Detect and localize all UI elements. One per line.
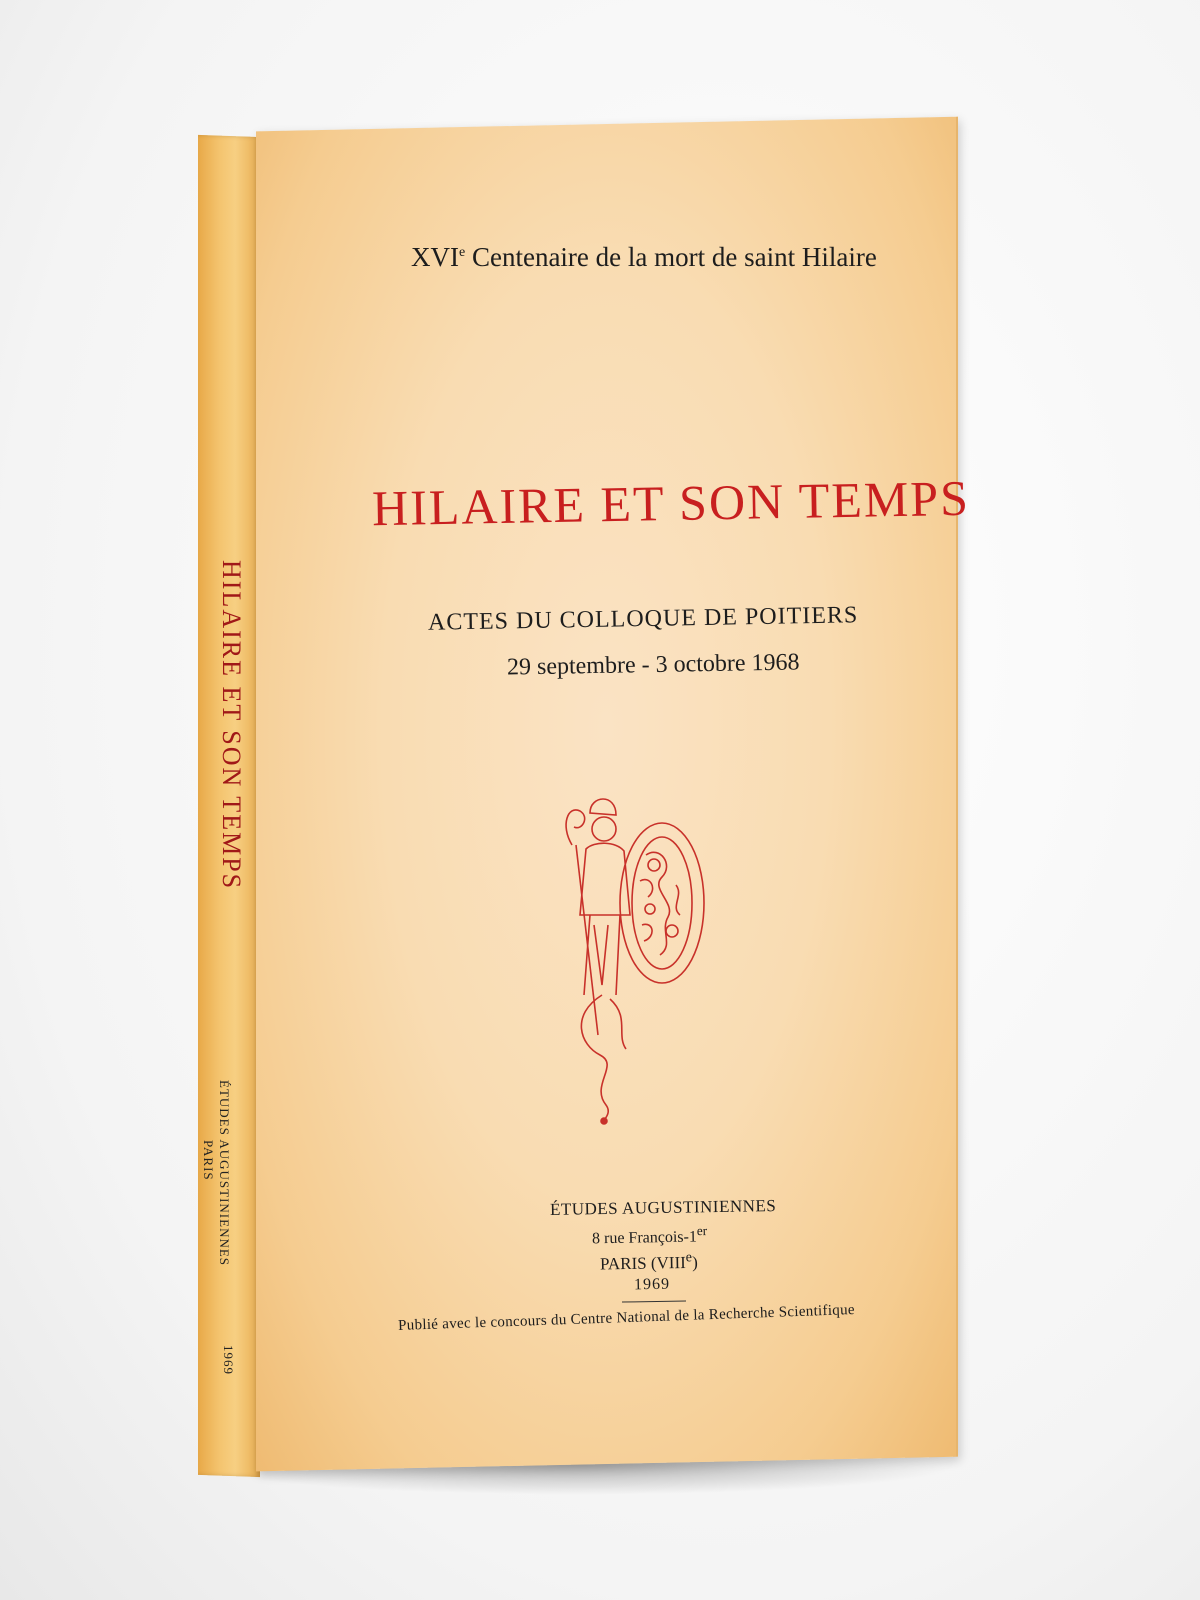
- spine-publisher: [200, 1080, 232, 1266]
- address-superscript: er: [696, 1222, 708, 1239]
- centenaire-line: [411, 242, 877, 273]
- support-note: Publié avec le concours du Centre National de la Recherche Scientifique: [397, 1302, 856, 1334]
- city-close: ): [691, 1252, 698, 1272]
- illuminated-initial-icon: [550, 785, 710, 1125]
- spine-year: 1969: [221, 1345, 236, 1375]
- publication-year: 1969: [633, 1275, 671, 1294]
- publisher-address: [592, 1223, 708, 1248]
- city-superscript: e: [685, 1249, 693, 1266]
- centenaire-text: Centenaire de la mort de saint Hilaire: [465, 242, 877, 272]
- book-title: HILAIRE ET SON TEMPS: [371, 469, 971, 537]
- address-text: 8 rue François-1: [591, 1228, 698, 1248]
- publisher-name: ÉTUDES AUGUSTINIENNES: [549, 1196, 777, 1219]
- centenaire-superscript: e: [459, 245, 466, 260]
- book-subtitle: ACTES DU COLLOQUE DE POITIERS: [427, 602, 859, 636]
- colloquium-dates: 29 septembre - 3 octobre 1968: [506, 649, 800, 681]
- centenaire-numeral: XVI: [411, 242, 459, 272]
- spine-city: PARIS: [201, 1140, 216, 1181]
- spine-title: HILAIRE ET SON TEMPS: [217, 560, 246, 891]
- city-text: PARIS (VIII: [599, 1253, 686, 1274]
- publisher-city: [600, 1249, 698, 1274]
- spine-publisher-name: ÉTUDES AUGUSTINIENNES: [217, 1080, 232, 1267]
